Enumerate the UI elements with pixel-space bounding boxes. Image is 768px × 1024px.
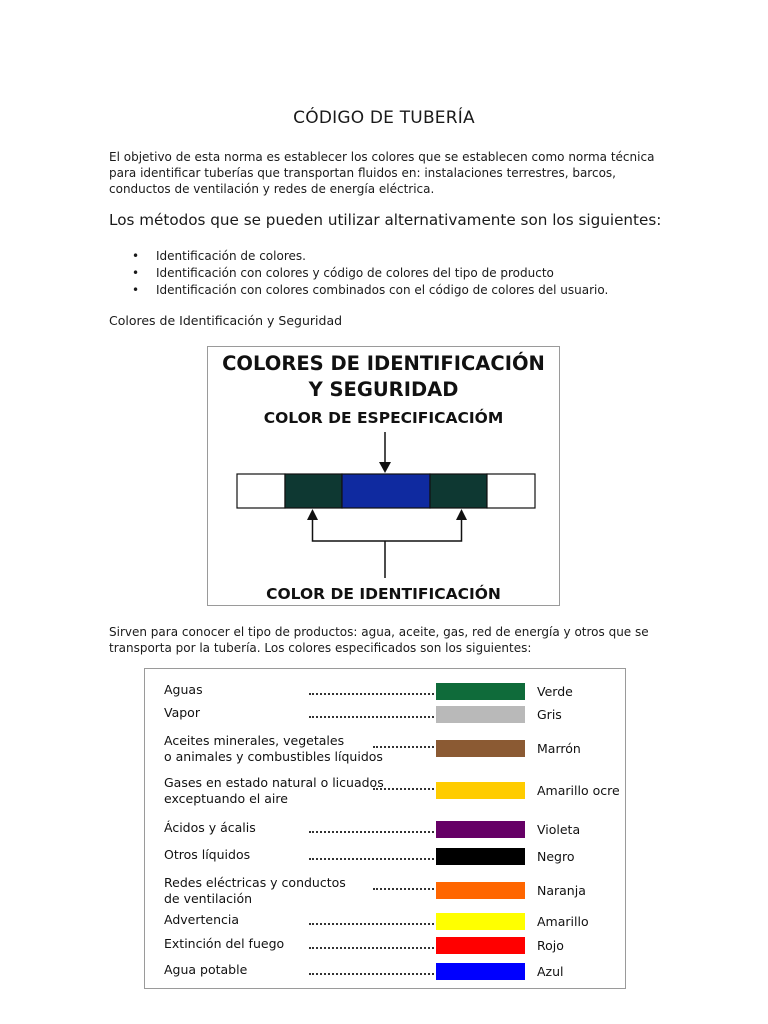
fluid-label-line: de ventilación [164, 891, 253, 906]
spec-arrow-head [379, 462, 391, 473]
fluid-label [164, 875, 346, 907]
dotted-leader [309, 716, 434, 718]
color-swatch [436, 782, 525, 799]
band-identification-right [430, 474, 487, 508]
color-table-row [145, 682, 625, 700]
fluid-label-line: Aceites minerales, vegetales [164, 733, 345, 748]
methods-heading: Los métodos que se pueden utilizar alternativamente son los siguientes: [109, 211, 662, 229]
color-name: Gris [537, 707, 562, 722]
pipe-band-graphic [208, 347, 559, 605]
color-swatch [436, 848, 525, 865]
color-swatch [436, 683, 525, 700]
fluid-label-line: Gases en estado natural o licuados [164, 775, 384, 790]
band-identification-left [285, 474, 342, 508]
color-name: Negro [537, 849, 575, 864]
color-code-table [144, 668, 626, 989]
dotted-leader [309, 973, 434, 975]
color-name: Amarillo ocre [537, 783, 620, 798]
color-name: Amarillo [537, 914, 589, 929]
color-table-row [145, 775, 625, 809]
band-specification [342, 474, 430, 508]
specification-label: COLOR DE ESPECIFICACIÓM [263, 409, 504, 427]
band-outer-right [487, 474, 535, 508]
fluid-label [164, 705, 200, 721]
identification-diagram [207, 346, 560, 606]
color-name: Verde [537, 684, 573, 699]
color-name: Azul [537, 964, 564, 979]
intro-paragraph: El objetivo de esta norma es establecer los colores que se establecen como norma técnica para identificar tuberías que transportan fluidos en: instalaciones terrestres, barcos, conductos de ventilación y redes de energía eléctrica. [109, 150, 655, 196]
dotted-leader [373, 888, 434, 890]
document-title: CÓDIGO DE TUBERÍA [293, 108, 475, 128]
fluid-label-line: Aguas [164, 682, 203, 697]
fluid-label [164, 936, 284, 952]
fluid-label [164, 847, 250, 863]
color-table-row [145, 820, 625, 838]
fluid-label-line: Redes eléctricas y conductos [164, 875, 346, 890]
dotted-leader [373, 788, 434, 790]
color-table-row [145, 705, 625, 723]
fluid-label-line: Agua potable [164, 962, 248, 977]
methods-list [132, 248, 608, 299]
fluid-label [164, 962, 247, 978]
diagram-title-line: COLORES DE IDENTIFICACIÓN [222, 352, 545, 375]
color-name: Naranja [537, 883, 586, 898]
dotted-leader [309, 693, 434, 695]
color-table-row [145, 936, 625, 954]
color-swatch [436, 821, 525, 838]
fluid-label-line: Otros líquidos [164, 847, 251, 862]
section-label: Colores de Identificación y Seguridad [109, 313, 343, 328]
color-table-row [145, 962, 625, 980]
color-name: Violeta [537, 822, 581, 837]
diagram-title-line: Y SEGURIDAD [308, 378, 459, 401]
fluid-label [164, 733, 383, 765]
ident-arrow-right-head [456, 509, 467, 520]
color-swatch [436, 740, 525, 757]
dotted-leader [309, 947, 434, 949]
body-paragraph: Sirven para conocer el tipo de productos: agua, aceite, gas, red de energía y otros que se transporta por la tubería. Los colores especificados son los siguientes: [109, 625, 649, 655]
fluid-label [164, 912, 239, 928]
dotted-leader [309, 831, 434, 833]
dotted-leader [309, 858, 434, 860]
dotted-leader [373, 746, 434, 748]
fluid-label-line: Extinción del fuego [164, 936, 285, 951]
color-name: Rojo [537, 938, 564, 953]
ident-bracket [313, 519, 462, 541]
color-name: Marrón [537, 741, 581, 756]
color-table-row [145, 875, 625, 909]
color-swatch [436, 882, 525, 899]
fluid-label-line: Advertencia [164, 912, 240, 927]
color-swatch [436, 913, 525, 930]
methods-list-item: • Identificación de colores. [132, 248, 608, 265]
fluid-label [164, 775, 384, 807]
fluid-label-line: Vapor [164, 705, 200, 720]
color-swatch [436, 963, 525, 980]
color-swatch [436, 706, 525, 723]
methods-list-item: • Identificación con colores combinados con el código de colores del usuario. [132, 282, 608, 299]
ident-arrow-left-head [307, 509, 318, 520]
fluid-label-line: exceptuando el aire [164, 791, 288, 806]
color-table-row [145, 912, 625, 930]
identification-label: COLOR DE IDENTIFICACIÓN [266, 585, 501, 603]
band-outer-left [237, 474, 285, 508]
color-table-row [145, 847, 625, 865]
dotted-leader [309, 923, 434, 925]
fluid-label-line: Ácidos y ácalis [164, 820, 256, 835]
color-swatch [436, 937, 525, 954]
methods-list-item: • Identificación con colores y código de colores del tipo de producto [132, 265, 608, 282]
fluid-label [164, 682, 203, 698]
color-table-row [145, 733, 625, 767]
fluid-label-line: o animales y combustibles líquidos [164, 749, 383, 764]
fluid-label [164, 820, 256, 836]
